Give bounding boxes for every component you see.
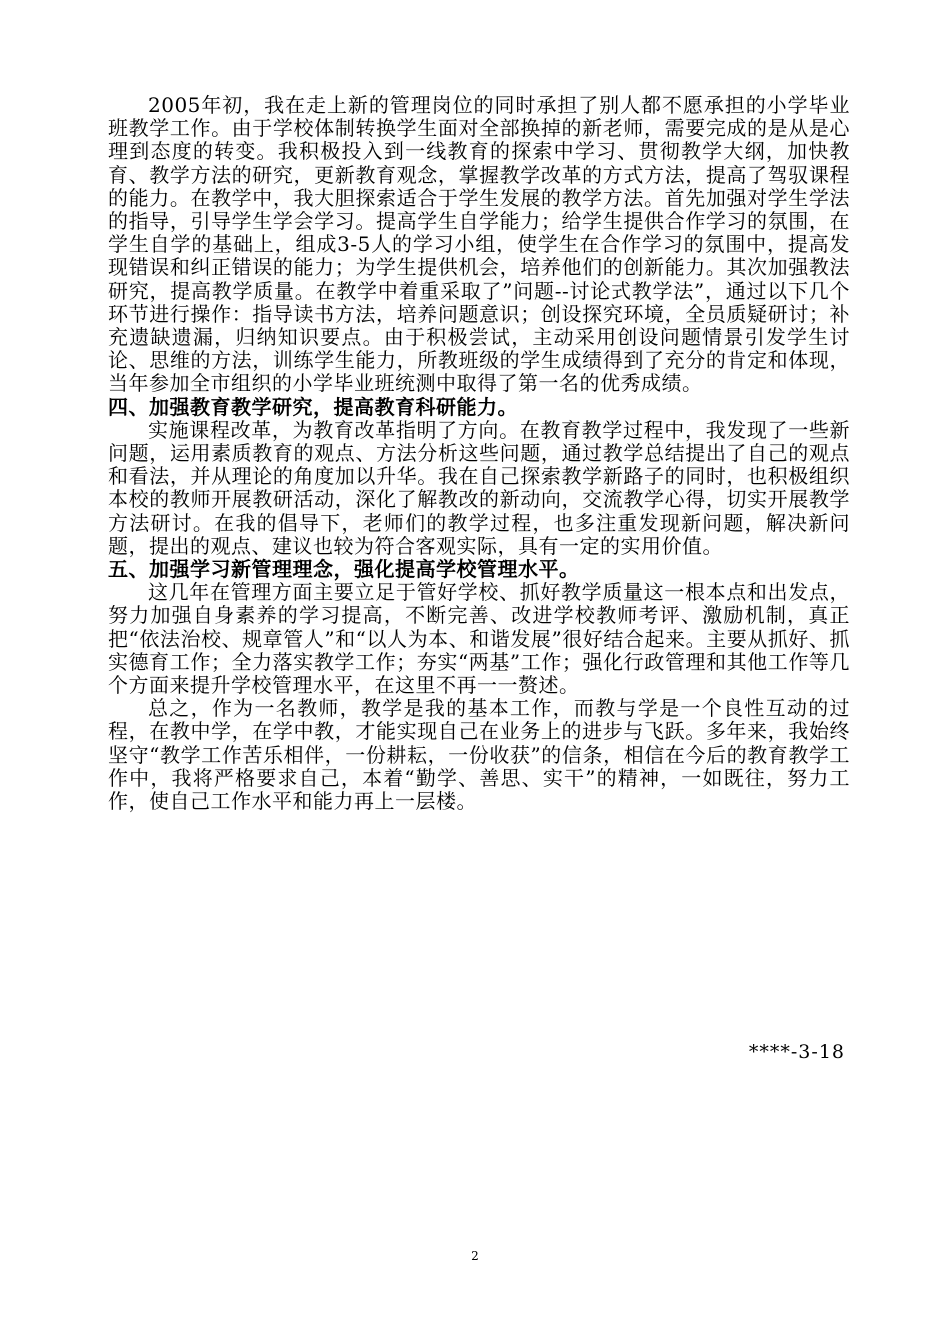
- section-heading-management: 五、加强学习新管理理念，强化提高学校管理水平。: [108, 557, 580, 582]
- paragraph-teaching-practice: 2005年初，我在走上新的管理岗位的同时承担了别人都不愿承担的小学毕业班教学工作。由于学校体制转换学生面对全部换掉的新老师，需要完成的是从是心理到态度的转变。我积极投入到一线教育的探索中学习、贯彻教学大纲，加快教育、教学方法的研究，更新教育观念，掌握教学改革的方式方法，提高了驾驭课程的能力。在教学中，我大胆探索适合于学生发展的教学方法。首先加强对学生学法的指导，引导学生学会学习。提高学生自学能力；给学生提供合作学习的氛围，在学生自学的基础上，组成3-5人的学习小组，使学生在合作学习的氛围中，提高发现错误和纠正错误的能力；为学生提供机会，培养他们的创新能力。其次加强教法研究，提高教学质量。在教学中着重采取了”问题--讨论式教学法”，通过以下几个环节进行操作：指导读书方法，培养问题意识；创设探究环境，全员质疑研讨；补充遗缺遗漏，归纳知识要点。由于积极尝试，主动采用创设问题情景引发学生讨论、思维的方法，训练学生能力，所教班级的学生成绩得到了充分的肯定和体现，当年参加全市组织的小学毕业班统测中取得了第一名的优秀成绩。: [108, 93, 850, 396]
- page-number: 2: [471, 1249, 479, 1263]
- paragraph-conclusion: 总之，作为一名教师，教学是我的基本工作，而教与学是一个良性互动的过程，在教中学，在学中教，才能实现自己在业务上的进步与飞跃。多年来，我始终坚守“教学工作苦乐相伴，一份耕耘，一份收获”的信条，相信在今后的教育教学工作中，我将严格要求自己，本着“勤学、善思、实干”的精神，一如既往，努力工作，使自己工作水平和能力再上一层楼。: [108, 696, 850, 814]
- paragraph-management: 这几年在管理方面主要立足于管好学校、抓好教学质量这一根本点和出发点，努力加强自身素养的学习提高，不断完善、改进学校教师考评、激励机制，真正把“依法治校、规章管人”和“以人为本、和谐发展”很好结合起来。主要从抓好、抓实德育工作；全力落实教学工作；夯实“两基”工作；强化行政管理和其他工作等几个方面来提升学校管理水平，在这里不再一一赘述。: [108, 580, 850, 698]
- section-heading-research: 四、加强教育教学研究，提高教育科研能力。: [108, 394, 518, 419]
- paragraph-research: 实施课程改革，为教育改革指明了方向。在教育教学过程中，我发现了一些新问题，运用素质教育的观点、方法分析这些问题，通过教学总结提出了自己的观点和看法，并从理论的角度加以升华。我在自己探索教学新路子的同时，也积极组织本校的教师开展教研活动，深化了解教改的新动向，交流教学心得，切实开展教学方法研讨。在我的倡导下，老师们的教学过程，也多注重发现新问题，解决新问题，提出的观点、建议也较为符合客观实际，具有一定的实用价值。: [108, 417, 850, 558]
- date-signature: ****-3-18: [748, 1041, 845, 1063]
- document-body: [108, 94, 850, 813]
